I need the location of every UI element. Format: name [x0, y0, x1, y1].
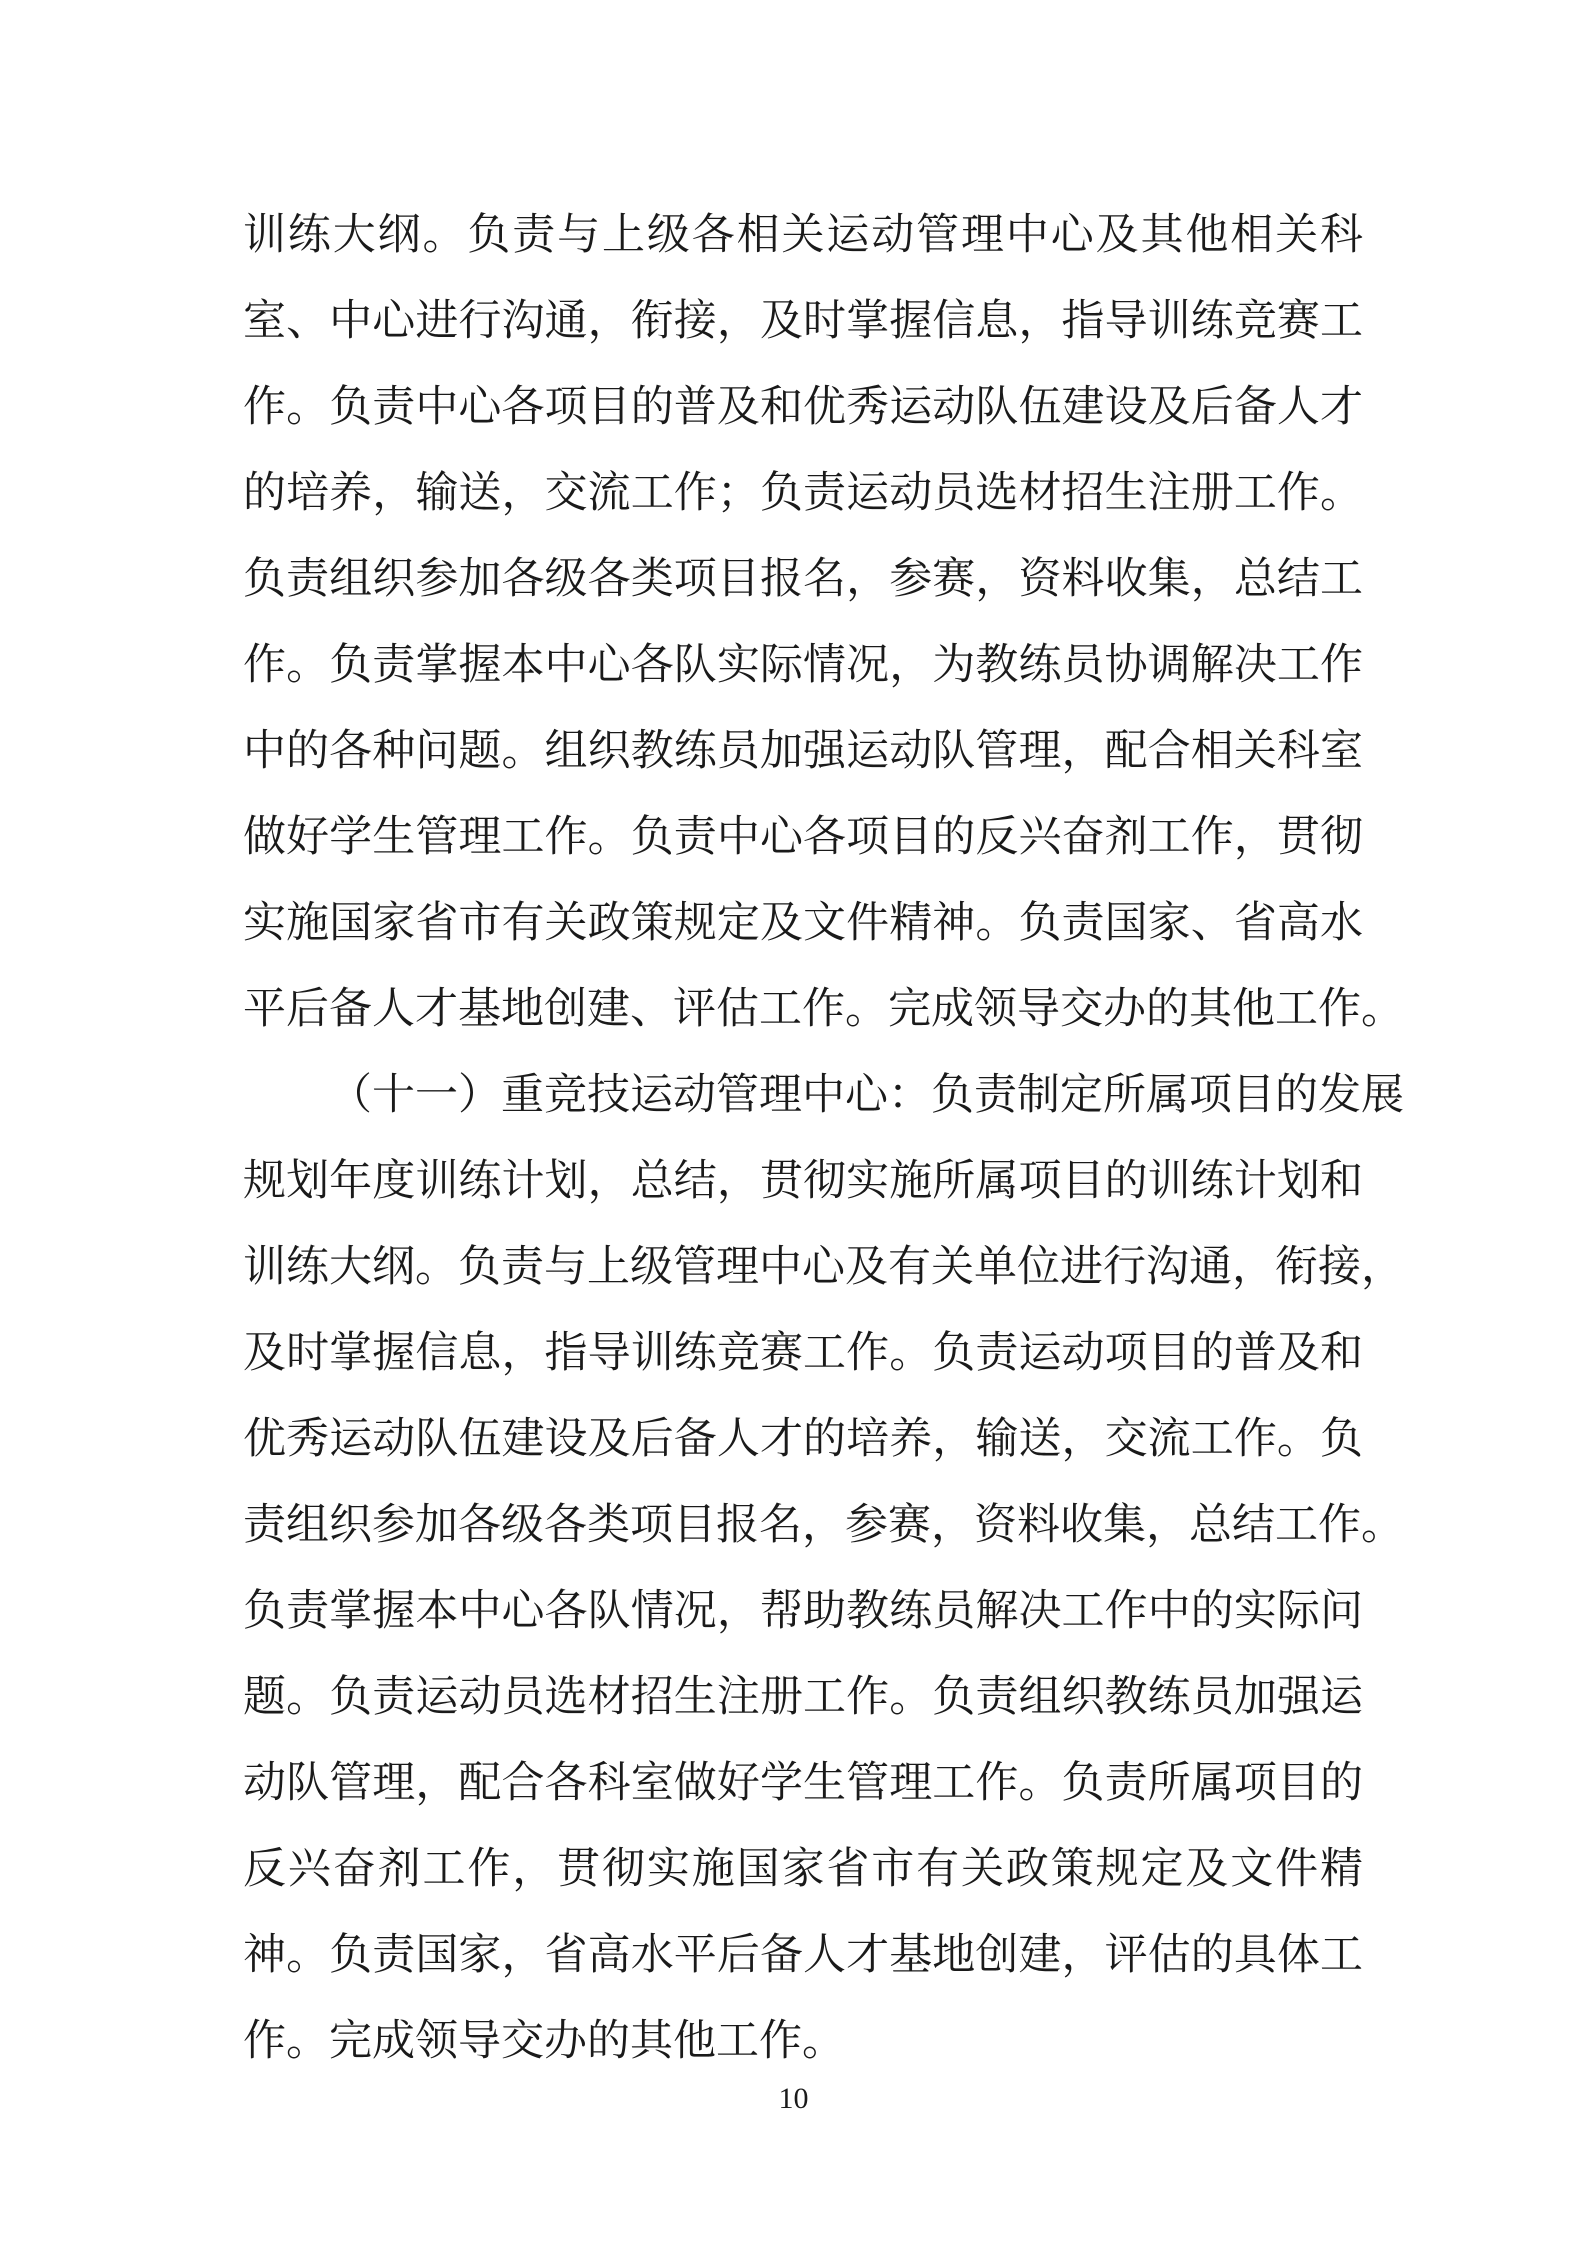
text-line: 作。完成领导交办的其他工作。: [243, 2016, 845, 2066]
section-heading-line: （十一）重竞技运动管理中心：负责制定所属项目的发展: [329, 1070, 1404, 1120]
text-line: 题。负责运动员选材招生注册工作。负责组织教练员加强运: [243, 1672, 1363, 1722]
text-line: 动队管理，配合各科室做好学生管理工作。负责所属项目的: [243, 1758, 1363, 1808]
text-line: 负责组织参加各级各类项目报名，参赛，资料收集，总结工: [243, 554, 1363, 604]
text-line: 的培养，输送，交流工作；负责运动员选材招生注册工作。: [243, 468, 1363, 518]
text-line: 作。负责掌握本中心各队实际情况，为教练员协调解决工作: [243, 640, 1363, 690]
text-line: 反兴奋剂工作，贯彻实施国家省市有关政策规定及文件精: [243, 1844, 1363, 1894]
page-number: 10: [778, 2082, 809, 2115]
text-line: 优秀运动队伍建设及后备人才的培养，输送，交流工作。负: [243, 1414, 1363, 1464]
body-text: [243, 192, 1404, 2084]
text-line: 平后备人才基地创建、评估工作。完成领导交办的其他工作。: [243, 984, 1404, 1034]
text-line: 训练大纲。负责与上级各相关运动管理中心及其他相关科: [243, 210, 1363, 260]
text-line: 室、中心进行沟通，衔接，及时掌握信息，指导训练竞赛工: [243, 296, 1363, 346]
text-line: 作。负责中心各项目的普及和优秀运动队伍建设及后备人才: [243, 382, 1363, 432]
text-line: 训练大纲。负责与上级管理中心及有关单位进行沟通，衔接，: [243, 1242, 1404, 1292]
text-line: 中的各种问题。组织教练员加强运动队管理，配合相关科室: [243, 726, 1363, 776]
text-line: 神。负责国家，省高水平后备人才基地创建，评估的具体工: [243, 1930, 1363, 1980]
text-line: 及时掌握信息，指导训练竞赛工作。负责运动项目的普及和: [243, 1328, 1363, 1378]
text-line: 规划年度训练计划，总结，贯彻实施所属项目的训练计划和: [243, 1156, 1363, 1206]
text-line: 负责掌握本中心各队情况，帮助教练员解决工作中的实际问: [243, 1586, 1363, 1636]
text-line: 实施国家省市有关政策规定及文件精神。负责国家、省高水: [243, 898, 1363, 948]
text-line: 责组织参加各级各类项目报名，参赛，资料收集，总结工作。: [243, 1500, 1404, 1550]
text-line: 做好学生管理工作。负责中心各项目的反兴奋剂工作，贯彻: [243, 812, 1363, 862]
